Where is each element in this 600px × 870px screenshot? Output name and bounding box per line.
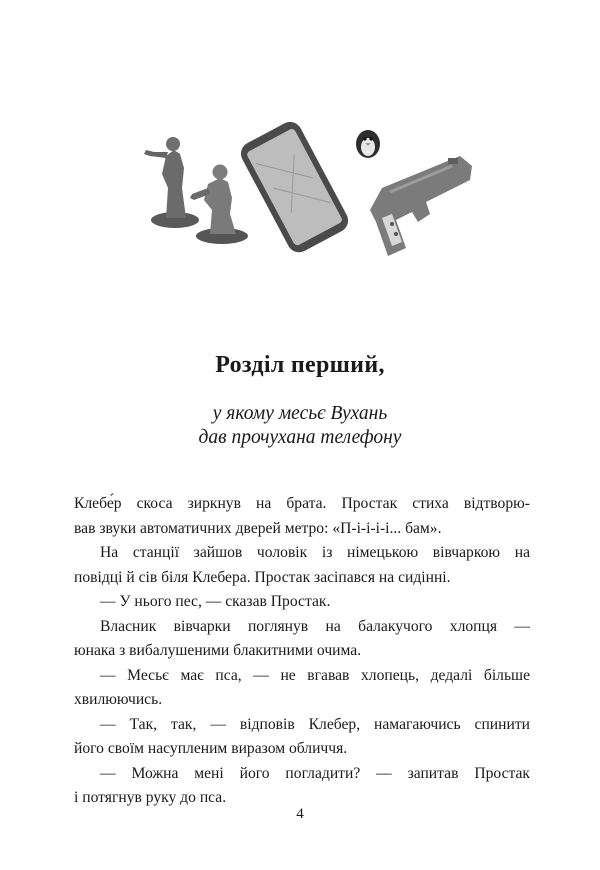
water-pistol-icon	[370, 156, 472, 256]
body-text	[74, 492, 530, 811]
text-line: — У нього пес, — сказав Простак.	[100, 593, 331, 610]
text-line: — Можна мені його погладити? — запитав Простак	[100, 764, 530, 782]
text-line: повідці й сів біля Клебера. Простак засіпався на сидінні.	[74, 568, 451, 586]
text-line: і потягнув руку до пса.	[74, 789, 227, 806]
text-line: вав звуки автоматичних дверей метро: «П-і-і-і-і... бам».	[74, 519, 442, 537]
text-line: — Так, так, — відповів Клебер, намагаючись спинити	[100, 715, 530, 733]
toy-soldiers-icon	[144, 137, 248, 244]
text-line: На станції зайшов чоловік із німецькою вівчаркою на	[100, 544, 530, 561]
chapter-subtitle-line: у якому месьє Вухань	[212, 403, 388, 424]
chapter-illustration	[130, 118, 480, 258]
text-line: його своїм насупленим виразом обличчя.	[74, 740, 348, 757]
text-line: хвилюючись.	[74, 691, 163, 708]
page-number: 4	[296, 806, 304, 822]
text-line: юнака з вибалушеними блакитними очима.	[74, 642, 362, 659]
chapter-title: Розділ перший,	[215, 352, 385, 378]
text-line: — Месьє має пса, — не вгавав хлопець, дедалі більше	[100, 666, 530, 684]
text-line: Клебе́р скоса зиркнув на брата. Простак стиха відтворю-	[74, 495, 530, 512]
chapter-subtitle	[0, 402, 600, 450]
chapter-subtitle-line: дав прочухана телефону	[198, 427, 402, 448]
smartphone-icon	[237, 118, 353, 256]
penguin-icon	[356, 130, 380, 158]
text-line: Власник вівчарки поглянув на балакучого хлопця —	[100, 617, 530, 635]
